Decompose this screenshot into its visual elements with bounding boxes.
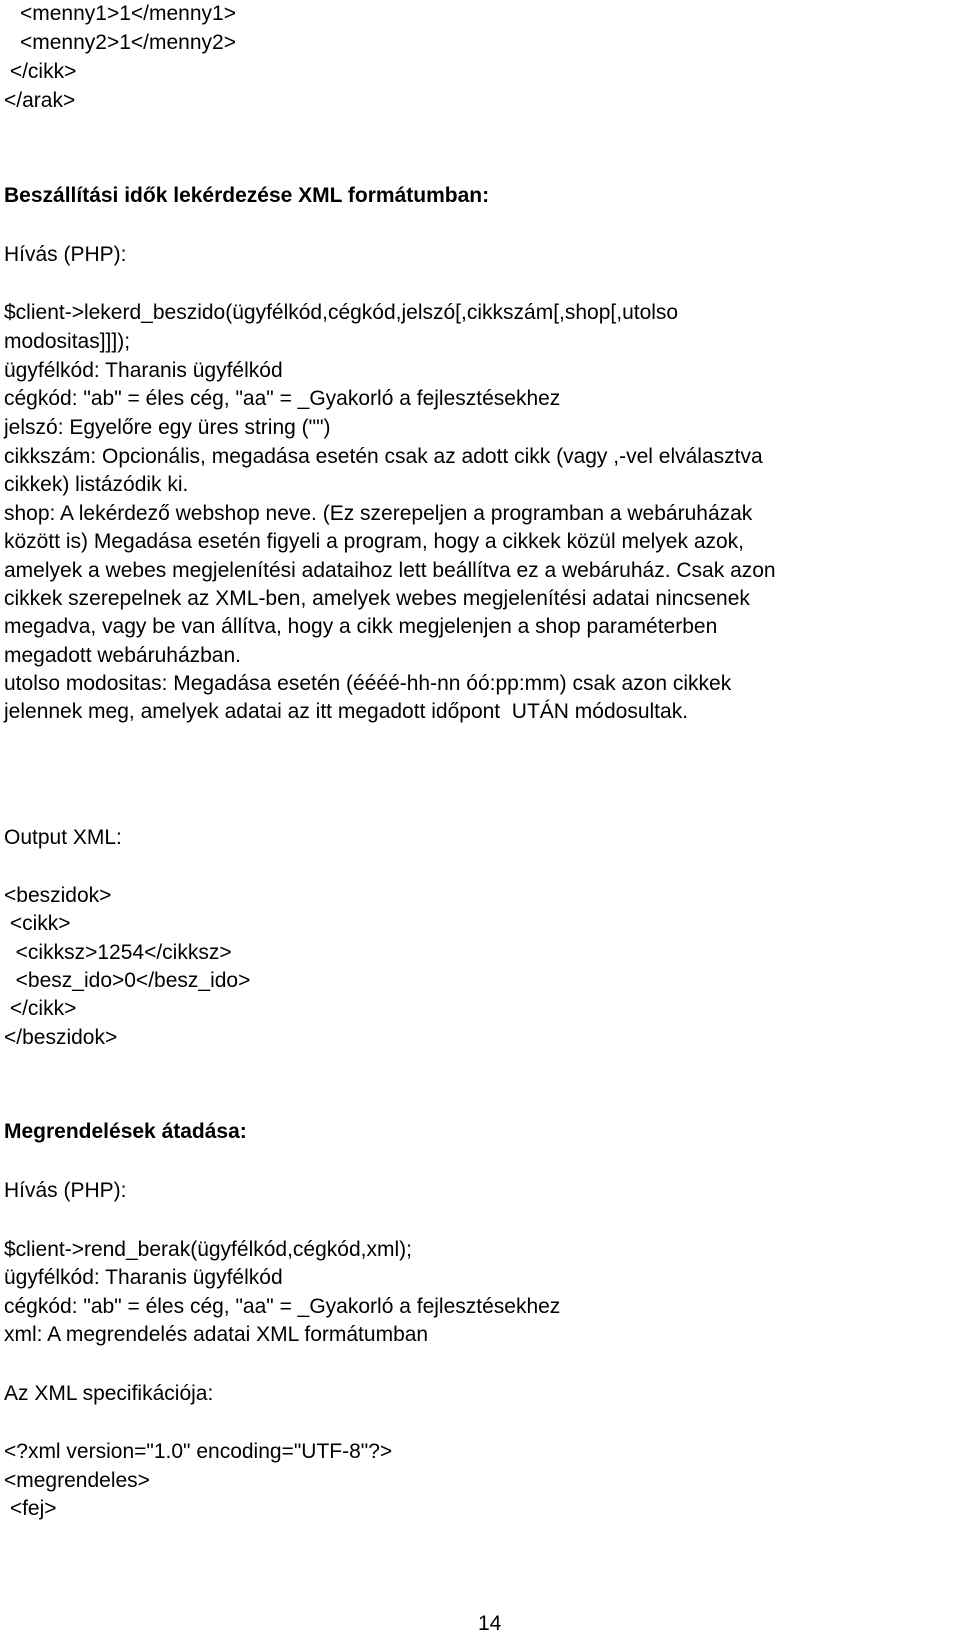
xml-line: <megrendeles> [4, 1469, 150, 1492]
text-line: között is) Megadása esetén figyeli a program, hogy a cikkek közül melyek azok, [4, 530, 745, 553]
call-label: Hívás (PHP): [4, 1179, 127, 1202]
section-heading: Beszállítási idők lekérdezése XML formátumban: [4, 184, 490, 207]
xml-line: <besz_ido>0</besz_ido> [4, 969, 251, 992]
text-line: cikkek) listázódik ki. [4, 473, 189, 496]
xml-line: <fej> [4, 1497, 57, 1520]
xml-line: </arak> [4, 89, 76, 112]
spec-label: Az XML specifikációja: [4, 1382, 214, 1405]
text-line: amelyek a webes megjelenítési adataihoz lett beállítva ez a webáruház. Csak azon [4, 559, 776, 582]
text-line: cégkód: "ab" = éles cég, "aa" = _Gyakorló a fejlesztésekhez [4, 1295, 561, 1318]
xml-line: <?xml version="1.0" encoding="UTF-8"?> [4, 1440, 393, 1463]
text-line: megadva, vagy be van állítva, hogy a cikk megjelenjen a shop paraméterben [4, 615, 718, 638]
page-number: 14 [478, 1612, 502, 1635]
output-label: Output XML: [4, 826, 122, 849]
text-line: xml: A megrendelés adatai XML formátumban [4, 1323, 429, 1346]
xml-line: <cikk> [4, 912, 71, 935]
xml-line: </cikk> [4, 60, 77, 83]
xml-line: <menny2>1</menny2> [20, 31, 236, 54]
text-line: cikkszám: Opcionális, megadása esetén csak az adott cikk (vagy ,-vel elválasztva [4, 445, 763, 468]
text-line: $client->rend_berak(ügyfélkód,cégkód,xml); [4, 1238, 412, 1261]
section-heading: Megrendelések átadása: [4, 1120, 247, 1143]
text-line: cégkód: "ab" = éles cég, "aa" = _Gyakorló a fejlesztésekhez [4, 387, 561, 410]
text-line: $client->lekerd_beszido(ügyfélkód,cégkód,jelszó[,cikkszám[,shop[,utolso [4, 301, 679, 324]
xml-line: <cikksz>1254</cikksz> [4, 941, 232, 964]
text-line: modositas]]]); [4, 330, 131, 353]
text-line: utolso modositas: Megadása esetén (éééé-hh-nn óó:pp:mm) csak azon cikkek [4, 672, 732, 695]
text-line: jelennek meg, amelyek adatai az itt megadott időpont UTÁN módosultak. [4, 700, 689, 723]
call-label: Hívás (PHP): [4, 243, 127, 266]
text-line: shop: A lekérdező webshop neve. (Ez szerepeljen a programban a webáruházak [4, 502, 753, 525]
text-line: cikkek szerepelnek az XML-ben, amelyek webes megjelenítési adatai nincsenek [4, 587, 750, 610]
xml-line: </beszidok> [4, 1026, 118, 1049]
text-line: ügyfélkód: Tharanis ügyfélkód [4, 1266, 283, 1289]
text-line: megadott webáruházban. [4, 644, 241, 667]
xml-line: <menny1>1</menny1> [20, 2, 236, 25]
text-line: ügyfélkód: Tharanis ügyfélkód [4, 359, 283, 382]
xml-line: <beszidok> [4, 884, 112, 907]
xml-line: </cikk> [4, 997, 77, 1020]
text-line: jelszó: Egyelőre egy üres string ("") [4, 416, 331, 439]
